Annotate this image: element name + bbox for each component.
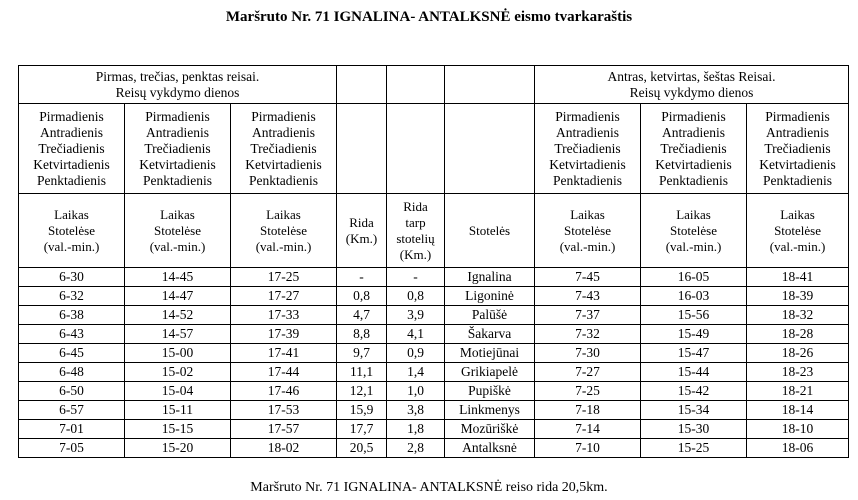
departure-time: 6-50 <box>19 382 125 401</box>
right-trips-days-label: Reisų vykdymo dienos <box>629 84 754 100</box>
days-cell <box>747 104 849 194</box>
return-time: 7-32 <box>535 325 641 344</box>
day-label: Ketvirtadienis <box>245 156 322 172</box>
table-row <box>19 325 849 344</box>
day-label: Pirmadienis <box>39 108 104 124</box>
day-label: Ketvirtadienis <box>33 156 110 172</box>
return-time: 7-30 <box>535 344 641 363</box>
time-header-text: (val.-min.) <box>255 238 312 254</box>
time-header-text: (val.-min.) <box>149 238 206 254</box>
return-time: 15-34 <box>641 401 747 420</box>
return-time: 7-43 <box>535 287 641 306</box>
distance-between: 4,1 <box>387 325 445 344</box>
departure-time: 17-53 <box>231 401 337 420</box>
departure-time: 17-25 <box>231 268 337 287</box>
time-header-text: Stotelėse <box>774 222 821 238</box>
days-cell <box>125 104 231 194</box>
day-label: Ketvirtadienis <box>549 156 626 172</box>
return-time: 7-14 <box>535 420 641 439</box>
empty-cell <box>337 104 387 194</box>
day-label: Penktadienis <box>143 172 212 188</box>
departure-time: 14-52 <box>125 306 231 325</box>
departure-time: 15-04 <box>125 382 231 401</box>
return-time: 16-03 <box>641 287 747 306</box>
table-row <box>19 268 849 287</box>
day-label: Penktadienis <box>763 172 833 188</box>
departure-time: 17-27 <box>231 287 337 306</box>
distance-between: 1,4 <box>387 363 445 382</box>
empty-cell <box>387 66 445 104</box>
day-label: Trečiadienis <box>554 140 621 156</box>
left-trips-days-label: Reisų vykdymo dienos <box>115 84 240 100</box>
day-label: Pirmadienis <box>251 108 316 124</box>
stops-header <box>445 194 535 268</box>
return-time: 18-26 <box>747 344 849 363</box>
time-header-text: (val.-min.) <box>769 238 826 254</box>
return-time: 15-44 <box>641 363 747 382</box>
return-time: 15-56 <box>641 306 747 325</box>
time-header-text: Stotelėse <box>48 222 95 238</box>
empty-cell <box>387 104 445 194</box>
distance-between: 3,8 <box>387 401 445 420</box>
return-time: 7-25 <box>535 382 641 401</box>
day-label: Antradienis <box>556 124 620 140</box>
rida-tarp-header-text: Rida <box>403 198 428 214</box>
left-trips-label: Pirmas, trečias, penktas reisai. <box>95 68 260 84</box>
column-header-row <box>19 194 849 268</box>
time-header-text: Laikas <box>676 206 711 222</box>
days-cell <box>641 104 747 194</box>
stops-header-text: Stotelės <box>468 222 511 238</box>
rida-header-text: Rida <box>349 214 374 230</box>
return-time: 15-30 <box>641 420 747 439</box>
departure-time: 15-00 <box>125 344 231 363</box>
return-time: 7-45 <box>535 268 641 287</box>
distance-total: 15,9 <box>337 401 387 420</box>
return-time: 18-39 <box>747 287 849 306</box>
time-header-text: Laikas <box>570 206 605 222</box>
departure-time: 6-32 <box>19 287 125 306</box>
rida-header <box>337 194 387 268</box>
days-cell <box>535 104 641 194</box>
time-header <box>747 194 849 268</box>
stop-name: Palūšė <box>445 306 535 325</box>
return-time: 18-28 <box>747 325 849 344</box>
time-header <box>535 194 641 268</box>
time-header-text: Stotelėse <box>564 222 611 238</box>
time-header-text: Laikas <box>266 206 301 222</box>
departure-time: 14-57 <box>125 325 231 344</box>
table-row <box>19 401 849 420</box>
day-label: Antradienis <box>146 124 209 140</box>
time-header-text: Stotelėse <box>154 222 201 238</box>
departure-time: 17-33 <box>231 306 337 325</box>
day-label: Ketvirtadienis <box>655 156 732 172</box>
table-row <box>19 287 849 306</box>
day-label: Pirmadienis <box>145 108 210 124</box>
day-label: Trečiadienis <box>144 140 211 156</box>
departure-time: 15-02 <box>125 363 231 382</box>
rida-tarp-header <box>387 194 445 268</box>
return-time: 7-10 <box>535 439 641 458</box>
return-time: 16-05 <box>641 268 747 287</box>
days-row <box>19 104 849 194</box>
departure-time: 6-30 <box>19 268 125 287</box>
day-label: Antradienis <box>40 124 103 140</box>
distance-total: 9,7 <box>337 344 387 363</box>
distance-total: 4,7 <box>337 306 387 325</box>
departure-time: 15-15 <box>125 420 231 439</box>
stop-name: Šakarva <box>445 325 535 344</box>
distance-total: 12,1 <box>337 382 387 401</box>
departure-time: 14-45 <box>125 268 231 287</box>
return-time: 18-14 <box>747 401 849 420</box>
distance-total: 0,8 <box>337 287 387 306</box>
departure-time: 15-11 <box>125 401 231 420</box>
distance-between: 0,9 <box>387 344 445 363</box>
day-label: Penktadienis <box>553 172 623 188</box>
stop-name: Pupiškė <box>445 382 535 401</box>
rida-tarp-header-text: stotelių <box>396 230 435 246</box>
day-label: Trečiadienis <box>250 140 317 156</box>
day-label: Penktadienis <box>249 172 318 188</box>
empty-cell <box>445 66 535 104</box>
day-label: Antradienis <box>252 124 315 140</box>
right-trips-cell <box>535 66 849 104</box>
departure-time: 6-43 <box>19 325 125 344</box>
time-header-text: Laikas <box>54 206 89 222</box>
stop-name: Linkmenys <box>445 401 535 420</box>
distance-between: 1,8 <box>387 420 445 439</box>
return-time: 18-23 <box>747 363 849 382</box>
time-header-text: (val.-min.) <box>559 238 616 254</box>
departure-time: 17-57 <box>231 420 337 439</box>
departure-time: 14-47 <box>125 287 231 306</box>
day-label: Antradienis <box>766 124 830 140</box>
page-title: Maršruto Nr. 71 IGNALINA- ANTALKSNĖ eismo tvarkaraštis <box>225 9 633 25</box>
return-time: 18-21 <box>747 382 849 401</box>
departure-time: 7-01 <box>19 420 125 439</box>
day-label: Trečiadienis <box>660 140 727 156</box>
stop-name: Grikiapelė <box>445 363 535 382</box>
departure-time: 17-39 <box>231 325 337 344</box>
return-time: 15-25 <box>641 439 747 458</box>
departure-time: 17-46 <box>231 382 337 401</box>
empty-cell <box>445 104 535 194</box>
return-time: 7-18 <box>535 401 641 420</box>
table-row <box>19 306 849 325</box>
day-label: Ketvirtadienis <box>139 156 216 172</box>
departure-time: 6-57 <box>19 401 125 420</box>
departure-time: 7-05 <box>19 439 125 458</box>
day-label: Pirmadienis <box>765 108 830 124</box>
return-time: 7-37 <box>535 306 641 325</box>
rida-tarp-header-text: tarp <box>405 214 426 230</box>
return-time: 18-10 <box>747 420 849 439</box>
day-label: Penktadienis <box>37 172 106 188</box>
day-label: Pirmadienis <box>555 108 620 124</box>
footer-note: Maršruto Nr. 71 IGNALINA- ANTALKSNĖ reiso rida 20,5km. <box>250 480 608 495</box>
return-time: 18-32 <box>747 306 849 325</box>
return-time: 15-47 <box>641 344 747 363</box>
return-time: 18-06 <box>747 439 849 458</box>
distance-between: 0,8 <box>387 287 445 306</box>
stop-name: Ligoninė <box>445 287 535 306</box>
time-header-text: Stotelėse <box>260 222 307 238</box>
stop-name: Mozūriškė <box>445 420 535 439</box>
table-row <box>19 382 849 401</box>
day-label: Pirmadienis <box>661 108 726 124</box>
departure-time: 18-02 <box>231 439 337 458</box>
distance-total: 17,7 <box>337 420 387 439</box>
departure-time: 17-41 <box>231 344 337 363</box>
days-cell <box>231 104 337 194</box>
rida-header-text: (Km.) <box>345 230 378 246</box>
time-header-text: (val.-min.) <box>43 238 100 254</box>
day-label: Ketvirtadienis <box>759 156 836 172</box>
time-header <box>125 194 231 268</box>
day-label: Antradienis <box>662 124 726 140</box>
departure-time: 6-38 <box>19 306 125 325</box>
stop-name: Antalksnė <box>445 439 535 458</box>
distance-total: 11,1 <box>337 363 387 382</box>
return-time: 15-49 <box>641 325 747 344</box>
time-header-text: (val.-min.) <box>665 238 722 254</box>
right-trips-label: Antras, ketvirtas, šeštas Reisai. <box>607 68 776 84</box>
distance-total: - <box>337 268 387 287</box>
left-trips-cell <box>19 66 337 104</box>
schedule-table <box>18 65 849 458</box>
day-label: Penktadienis <box>659 172 729 188</box>
departure-time: 17-44 <box>231 363 337 382</box>
return-time: 15-42 <box>641 382 747 401</box>
table-row <box>19 363 849 382</box>
departure-time: 6-45 <box>19 344 125 363</box>
time-header <box>641 194 747 268</box>
departure-time: 15-20 <box>125 439 231 458</box>
rida-tarp-header-text: (Km.) <box>399 246 432 262</box>
distance-between: 3,9 <box>387 306 445 325</box>
time-header-text: Laikas <box>780 206 815 222</box>
distance-total: 20,5 <box>337 439 387 458</box>
time-header-text: Stotelėse <box>670 222 717 238</box>
distance-total: 8,8 <box>337 325 387 344</box>
trips-header-row <box>19 66 849 104</box>
return-time: 18-41 <box>747 268 849 287</box>
time-header <box>231 194 337 268</box>
empty-cell <box>337 66 387 104</box>
return-time: 7-27 <box>535 363 641 382</box>
day-label: Trečiadienis <box>38 140 105 156</box>
time-header-text: Laikas <box>160 206 195 222</box>
table-row <box>19 344 849 363</box>
table-row <box>19 439 849 458</box>
stop-name: Ignalina <box>445 268 535 287</box>
days-cell <box>19 104 125 194</box>
stop-name: Motiejūnai <box>445 344 535 363</box>
distance-between: 2,8 <box>387 439 445 458</box>
departure-time: 6-48 <box>19 363 125 382</box>
distance-between: - <box>387 268 445 287</box>
table-row <box>19 420 849 439</box>
distance-between: 1,0 <box>387 382 445 401</box>
day-label: Trečiadienis <box>764 140 831 156</box>
time-header <box>19 194 125 268</box>
